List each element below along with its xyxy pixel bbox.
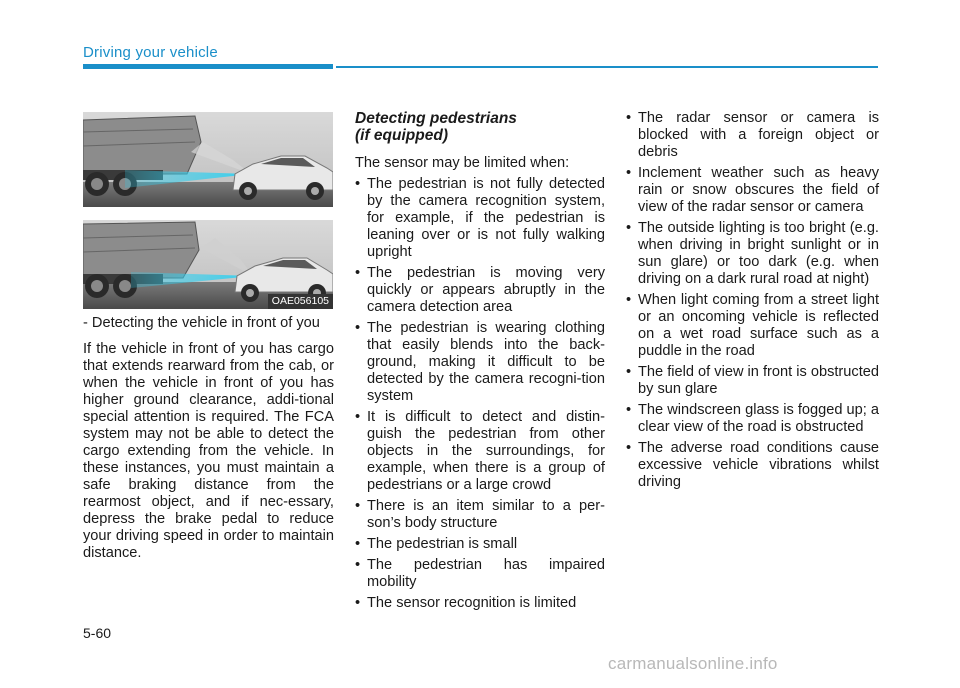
section-title-line2: (if equipped) [355, 127, 448, 144]
intro-text: The sensor may be limited when: [355, 155, 570, 171]
list-item: • The windscreen glass is fogged up; a clear view of the road is obstructed [626, 402, 879, 436]
section-title-line1: Detecting pedestrians [355, 110, 517, 127]
list-item: • The pedestrian is not fully detected by the camera recognition system, for example, if the pedestrian is leaning over or is not fully walking upright [355, 176, 605, 261]
body-paragraph: If the vehicle in front of you has cargo that extends rearward from the cab, or when the vehicle in front of you has higher ground clearance, addi-tional special attention is required. The FCA system may not be able to detect the cargo extending from the vehicle. In these instances, you must maintain a safe braking distance from the rearmost object, and if nec-essary, depress the brake pedal to reduce your driving speed in order to maintain distance. [83, 341, 334, 561]
list-item: • The pedestrian is wearing clothing that easily blends into the back-ground, making it difficult to be detected by the camera recogni-tion system [355, 320, 605, 405]
pedestrian-limitations-list [355, 176, 605, 612]
list-item: • Inclement weather such as heavy rain or snow obscures the field of view of the radar sensor or camera [626, 165, 879, 216]
figure-code-label: OAE056105 [268, 294, 333, 309]
header-rule-thin [336, 66, 878, 68]
list-item: • The field of view in front is obstructed by sun glare [626, 364, 879, 398]
sensor-limitations-list [626, 110, 879, 491]
page-number: 5-60 [83, 625, 112, 641]
list-item: • There is an item similar to a per-son’s body structure [355, 498, 605, 532]
column-2 [355, 110, 605, 616]
list-item: • The adverse road conditions cause excessive vehicle vibrations whilst driving [626, 440, 879, 491]
list-item: • The sensor recognition is limited [355, 595, 605, 612]
section-title [355, 110, 605, 144]
watermark: carmanualsonline.info [608, 654, 778, 673]
list-item: • The radar sensor or camera is blocked with a foreign object or debris [626, 110, 879, 161]
figure-truck-and-car [83, 112, 333, 309]
list-item: • The pedestrian has impaired mobility [355, 557, 605, 591]
column-3 [626, 110, 879, 495]
header-rule-thick [83, 64, 333, 69]
list-item: • It is difficult to detect and distin-guish the pedestrian from other objects in the surroundings, for example, when there is a group of pedestrians or a large crowd [355, 409, 605, 494]
list-item: • The pedestrian is small [355, 536, 605, 553]
top-panel [83, 112, 333, 207]
truck-and-car-sensor-illustration [83, 112, 333, 309]
section-header-title: Driving your vehicle [83, 44, 218, 61]
list-item: • The outside lighting is too bright (e.g. when driving in bright sunlight or in sun glare) or too dark (e.g. when driving on a dark rural road at night) [626, 220, 879, 288]
list-item: • When light coming from a street light or an oncoming vehicle is reflected on a wet road surface such as a puddle in the road [626, 292, 879, 360]
list-item: • The pedestrian is moving very quickly or appears abruptly in the camera detection area [355, 265, 605, 316]
column-1 [83, 315, 334, 562]
figure-caption: - Detecting the vehicle in front of you [83, 315, 320, 331]
